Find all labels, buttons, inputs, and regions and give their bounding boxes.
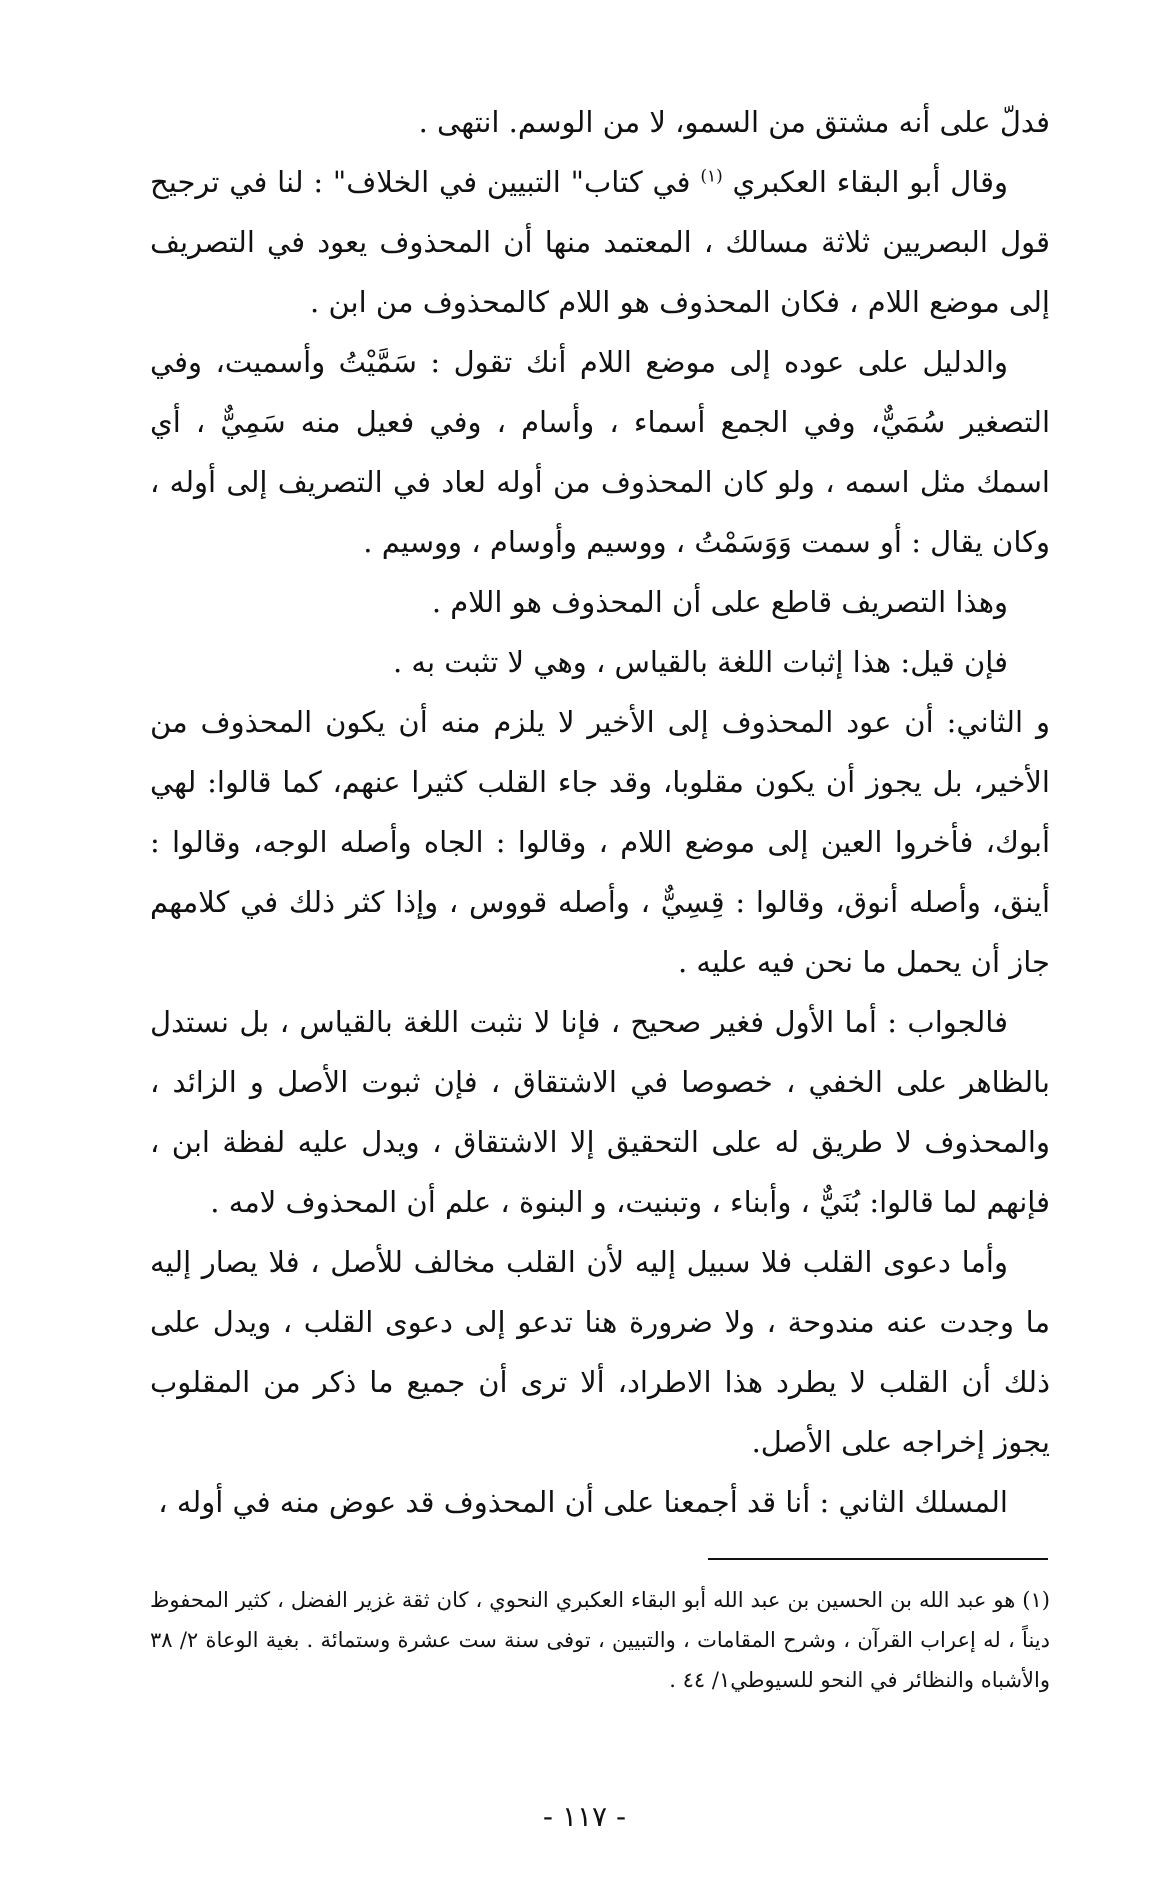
page-number: - ١١٧ - [542,1800,627,1833]
paragraph-9: المسلك الثاني : أنا قد أجمعنا على أن المحذوف قد عوض منه في أوله ، [158,1485,1008,1519]
main-text [150,92,1050,1532]
paragraph-2 [150,152,1050,332]
paragraph-2-rest: في كتاب" التبيين في الخلاف" : لنا في ترجيح قول البصريين ثلاثة مسالك ، المعتمد منها أن المحذوف يعود في التصريف إلى موضع اللام ، فكان المحذوف هو اللام كالمحذوف من ابن . [150,165,1050,319]
paragraph-6: و الثاني: أن عود المحذوف إلى الأخير لا يلزم منه أن يكون المحذوف من الأخير، بل يجوز أن يكون مقلوبا، وقد جاء القلب كثيرا عنهم، كما قالوا: لهي أبوك، فأخروا العين إلى موضع اللام ، وقالوا : الجاه وأصله الوجه، وقالوا : أينق، وأصله أنوق، وقالوا : قِسِيٌّ ، وأصله قووس ، وإذا كثر ذلك في كلامهم جاز أن يحمل ما نحن فيه عليه . [150,705,1050,979]
paragraph-5: فإن قيل: هذا إثبات اللغة بالقياس ، وهي لا تثبت به . [392,645,1008,679]
paragraph-2-start: وقال أبو البقاء العكبري [722,165,1008,199]
paragraph-3: والدليل على عوده إلى موضع اللام أنك تقول : سَمَّيْتُ وأسميت، وفي التصغير سُمَيٌّ، وفي الجمع أسماء ، وأسام ، وفي فعيل منه سَمِيٌّ ، أي اسمك مثل اسمه ، ولو كان المحذوف من أوله لعاد في التصريف إلى أوله ، وكان يقال : أو سمت وَوَسَمْتُ ، ووسيم وأوسام ، ووسيم . [150,345,1050,559]
paragraph-8: وأما دعوى القلب فلا سبيل إليه لأن القلب مخالف للأصل ، فلا يصار إليه ما وجدت عنه مندوحة ، ولا ضرورة هنا تدعو إلى دعوى القلب ، ويدل على ذلك أن القلب لا يطرد هذا الاطراد، ألا ترى أن جميع ما ذكر من المقلوب يجوز إخراجه على الأصل. [150,1245,1050,1459]
footnote-reference[interactable]: (١) [700,166,723,187]
footnote-text: (١) هو عبد الله بن الحسين بن عبد الله أبو البقاء العكبري النحوي ، كان ثقة غزير الفضل ، كثير المحفوظ ديناً ، له إعراب القرآن ، وشرح المقامات ، والتبيين ، توفى سنة ست عشرة وستمائة . بغية الوعاة ٢/ ٣٨ والأشباه والنظائر في النحو للسيوطي١/ ٤٤ . [150,1588,1050,1692]
paragraph-4: وهذا التصريف قاطع على أن المحذوف هو اللام . [431,585,1008,619]
paragraph-1: فدلّ على أنه مشتق من السمو، لا من الوسم. انتهى . [418,105,1050,139]
paragraph-7: فالجواب : أما الأول فغير صحيح ، فإنا لا نثبت اللغة بالقياس ، بل نستدل بالظاهر على الخفي ، خصوصا في الاشتقاق ، فإن ثبوت الأصل و الزائد ، والمحذوف لا طريق له على التحقيق إلا الاشتقاق ، ويدل عليه لفظة ابن ، فإنهم لما قالوا: بُنَيٌّ ، وأبناء ، وتبنيت، و البنوة ، علم أن المحذوف لامه . [150,1005,1050,1219]
footnote-separator [708,1558,1048,1560]
footnote [150,1580,1050,1700]
